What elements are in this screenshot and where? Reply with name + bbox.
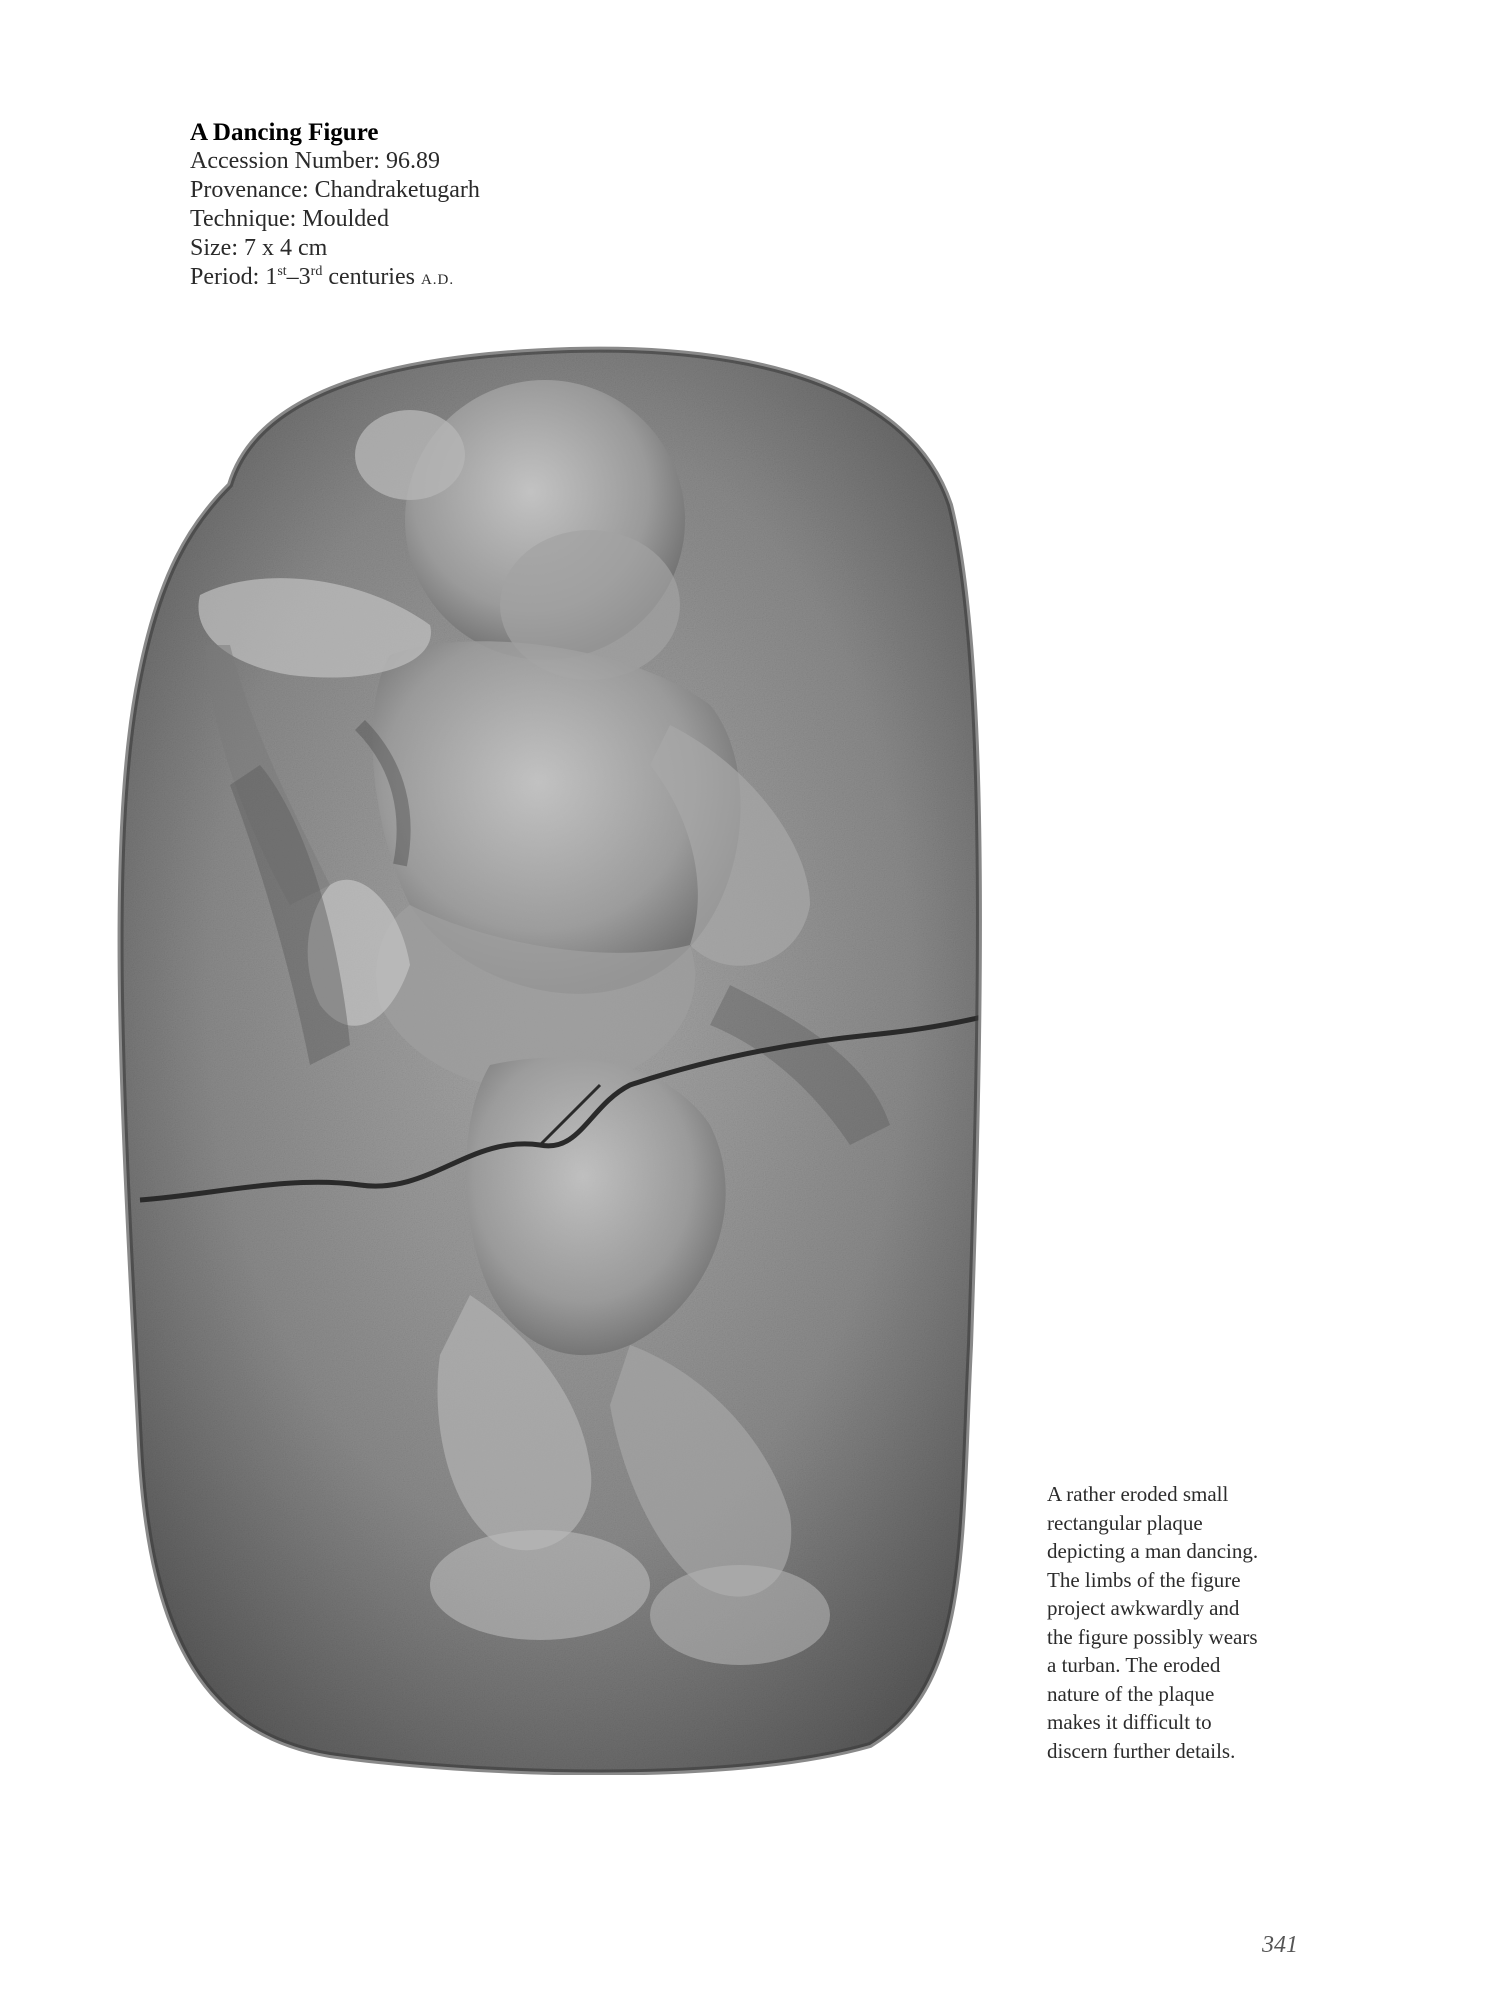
description-line: rectangular plaque (1047, 1510, 1203, 1535)
period-sup-2: rd (310, 264, 323, 279)
artwork-title: A Dancing Figure (190, 119, 379, 146)
size: Size: 7 x 4 cm (190, 235, 328, 261)
plaque-photograph (110, 345, 1010, 1775)
accession-number: Accession Number: 96.89 (190, 148, 440, 174)
caption-block (190, 118, 710, 295)
description-line: The limbs of the figure (1047, 1567, 1241, 1592)
description-line: project awkwardly and (1047, 1596, 1240, 1620)
description-line: depicting a man dancing. (1047, 1539, 1259, 1563)
period (190, 263, 710, 295)
provenance: Provenance: Chandraketugarh (190, 177, 480, 203)
period-prefix: Period: 1 (190, 264, 278, 290)
period-dash: –3 (286, 264, 311, 290)
description-line: nature of the plaque (1047, 1681, 1215, 1706)
description-line: discern further details. (1047, 1738, 1236, 1763)
description-line: the figure possibly wears (1047, 1624, 1258, 1649)
period-era: A.D. (420, 272, 455, 288)
period-word: centuries (322, 264, 421, 290)
description-line: makes it difficult to (1047, 1710, 1212, 1734)
description-line: a turban. The eroded (1047, 1653, 1221, 1677)
plaque-description (1047, 1480, 1337, 1765)
technique: Technique: Moulded (190, 206, 389, 232)
period-sup-1: st (277, 264, 287, 279)
page-number: 341 (1262, 1932, 1298, 1958)
description-line: A rather eroded small (1047, 1482, 1229, 1506)
